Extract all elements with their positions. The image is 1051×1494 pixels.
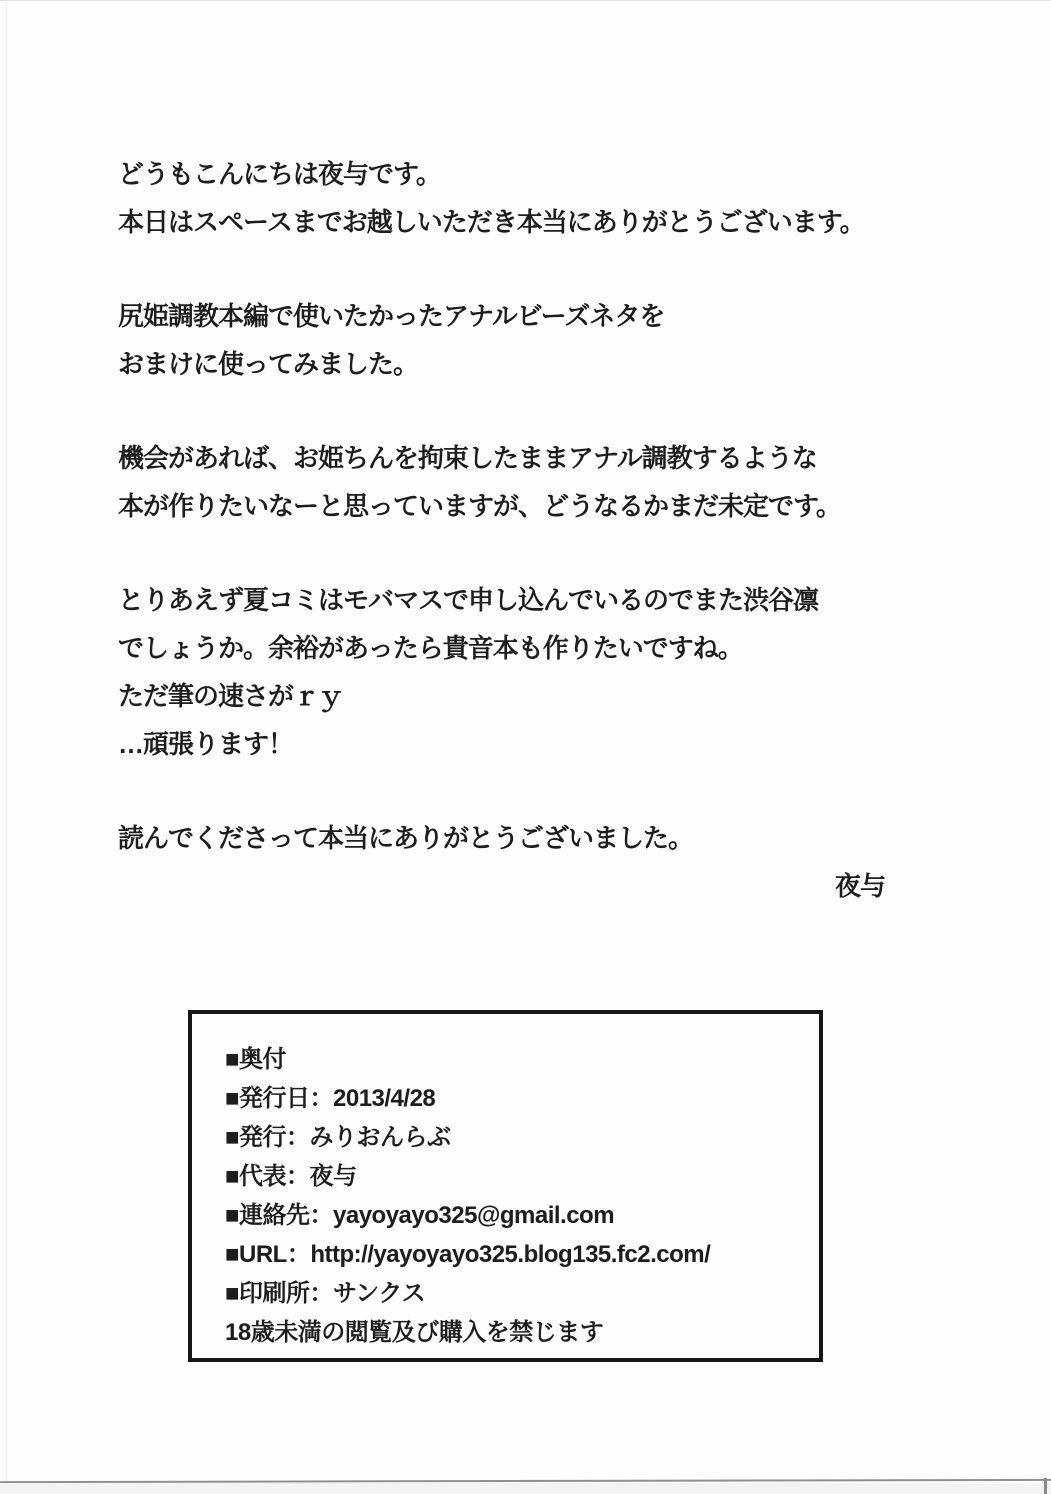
colophon-contact-email-line: ■連絡先：yayoyayo325@gmail.com (225, 1202, 615, 1229)
afterword-paragraph-thanks (118, 814, 933, 910)
afterword-paragraph-greeting (118, 150, 933, 246)
colophon-publish-date-line: ■発行日：2013/4/28 (225, 1085, 436, 1112)
text-line: …頑張ります！ (118, 729, 294, 759)
colophon-printer-line: ■印刷所：サンクス (225, 1280, 426, 1307)
afterword-paragraph-omake (118, 292, 933, 388)
afterword-paragraph-natsucomi (118, 576, 933, 768)
scan-edge-bottom-strip (0, 1483, 1051, 1494)
text-line: 本が作りたいなーと思っていますが、どうなるかまだ未定です。 (118, 491, 841, 521)
text-line: でしょうか。余裕があったら貴音本も作りたいですね。 (118, 633, 743, 663)
afterword-paragraph-future-plans (118, 434, 933, 530)
text-line: どうもこんにちは夜与です。 (118, 159, 441, 189)
colophon-title-line: ■奥付 (225, 1046, 286, 1073)
scan-edge-right-tick (1044, 1478, 1047, 1494)
colophon-age-restriction-line: 18歳未満の閲覧及び購入を禁じます (225, 1319, 604, 1346)
colophon-box (188, 1010, 823, 1362)
author-signature: 夜与 (834, 871, 885, 901)
afterword-text-block (118, 150, 933, 910)
colophon-representative-line: ■代表：夜与 (225, 1163, 357, 1190)
text-line: 機会があれば、お姫ちんを拘束したままアナル調教するような (118, 443, 817, 473)
text-line: 本日はスペースまでお越しいただき本当にありがとうございます。 (118, 207, 865, 237)
text-line: とりあえず夏コミはモバマスで申し込んでいるのでまた渋谷凛 (118, 585, 819, 615)
colophon-url-line: ■URL：http://yayoyayo325.blog135.fc2.com/ (225, 1241, 711, 1268)
scan-edge-top (0, 0, 1051, 1)
text-line: 尻姫調教本編で使いたかったアナルビーズネタを (118, 301, 665, 331)
colophon-publisher-line: ■発行：みりおんらぶ (225, 1124, 451, 1151)
text-line: ただ筆の速さがｒｙ (118, 681, 344, 711)
text-line: おまけに使ってみました。 (118, 349, 419, 379)
scan-edge-left (6, 0, 7, 1494)
text-line: 読んでくださって本当にありがとうございました。 (118, 823, 694, 853)
